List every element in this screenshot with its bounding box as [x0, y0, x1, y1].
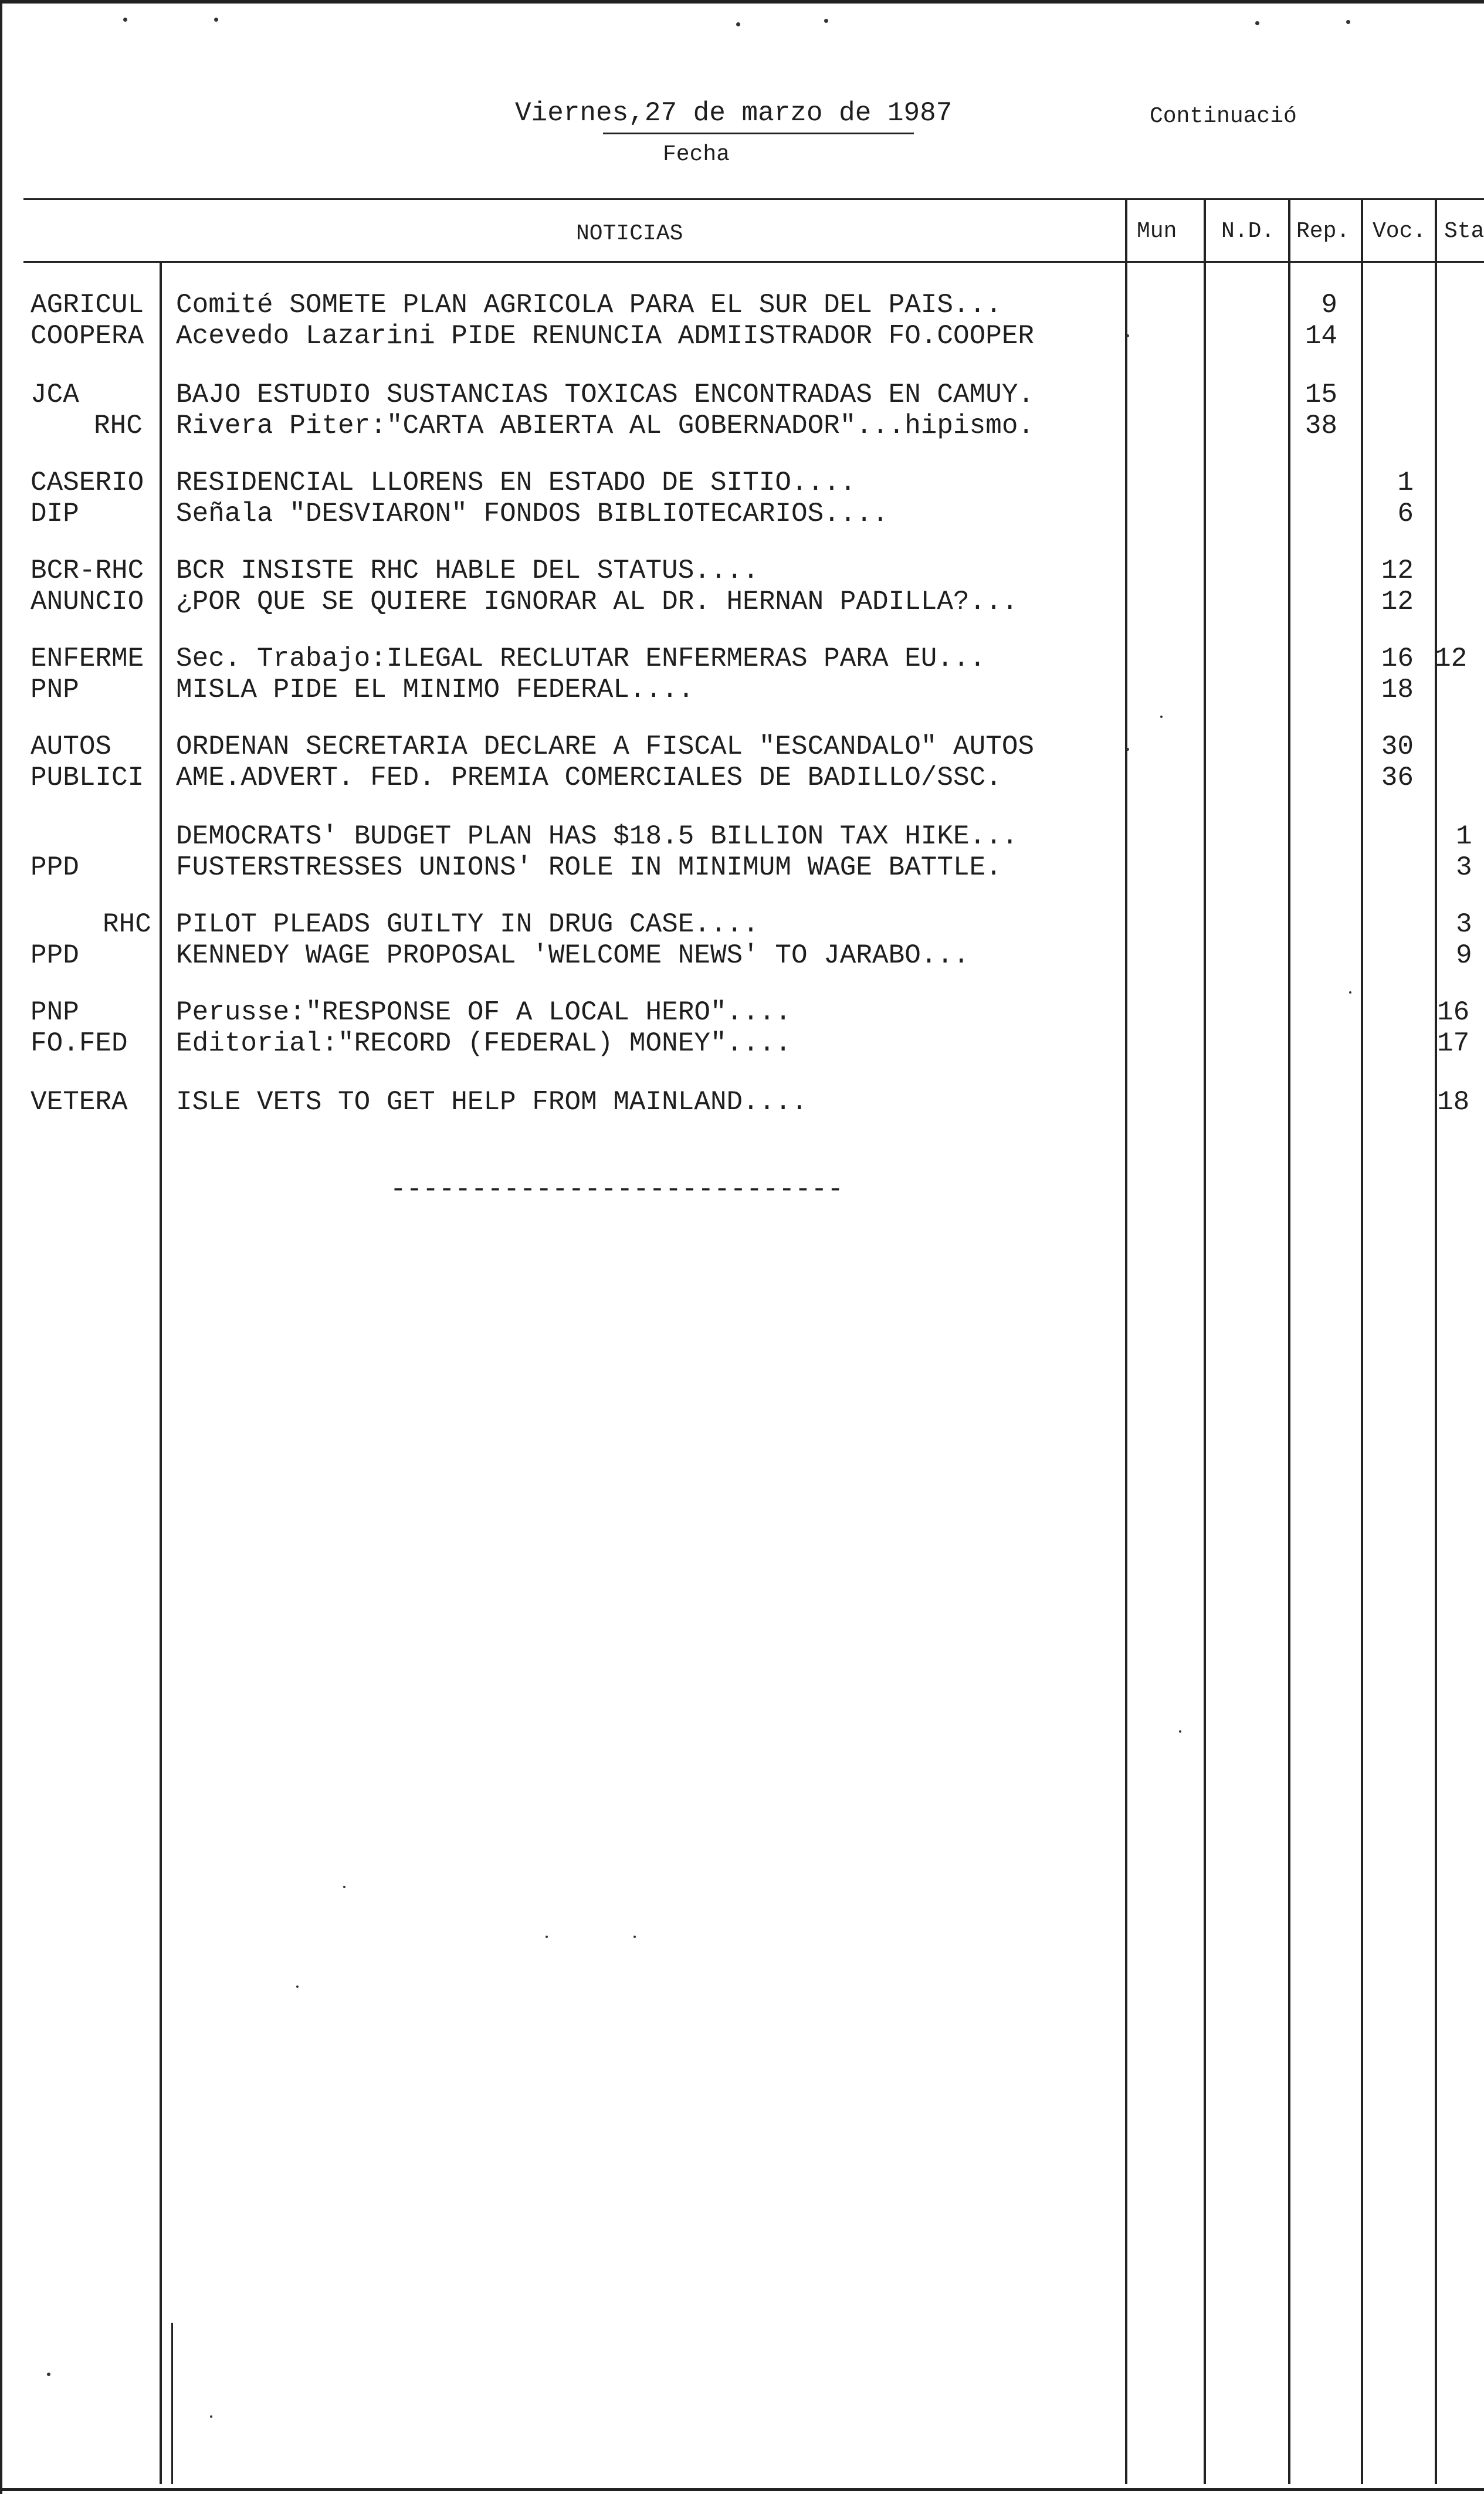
table-header-rule	[23, 261, 1484, 263]
row-rep: 14	[1305, 321, 1337, 351]
row-category: AGRICUL	[31, 290, 144, 320]
row-category: AUTOS	[31, 731, 112, 762]
column-header-voc: Voc.	[1373, 219, 1427, 244]
row-sta: 9	[1456, 940, 1472, 971]
row-category: PPD	[31, 852, 79, 883]
row-headline: Sec. Trabajo:ILEGAL RECLUTAR ENFERMERAS PARA EU...	[176, 643, 986, 674]
row-category: PUBLICI	[31, 763, 144, 793]
scan-speck	[1346, 20, 1350, 24]
row-headline: Acevedo Lazarini PIDE RENUNCIA ADMIISTRADOR FO.COOPER	[176, 321, 1035, 351]
row-voc: 30	[1381, 731, 1414, 762]
row-headline: BCR INSISTE RHC HABLE DEL STATUS....	[176, 555, 759, 586]
row-category: JCA	[31, 379, 79, 410]
row-voc: 1	[1397, 467, 1414, 498]
scan-speck	[1160, 716, 1163, 718]
row-category: RHC	[94, 411, 143, 441]
row-headline: ORDENAN SECRETARIA DECLARE A FISCAL "ESCANDALO" AUTOS	[176, 731, 1035, 762]
scan-speck	[296, 1985, 299, 1988]
row-headline: Perusse:"RESPONSE OF A LOCAL HERO"....	[176, 997, 791, 1028]
row-voc: 12	[1381, 587, 1414, 617]
row-voc: 36	[1381, 763, 1414, 793]
scan-speck	[123, 18, 127, 22]
row-headline: AME.ADVERT. FED. PREMIA COMERCIALES DE BADILLO/SSC.	[176, 763, 1002, 793]
row-headline: MISLA PIDE EL MINIMO FEDERAL....	[176, 675, 694, 705]
row-headline: ISLE VETS TO GET HELP FROM MAINLAND....	[176, 1087, 808, 1117]
row-headline: Editorial:"RECORD (FEDERAL) MONEY"....	[176, 1028, 791, 1059]
table-top-rule	[23, 198, 1484, 200]
row-voc: 16	[1381, 643, 1414, 674]
row-sta: 17	[1437, 1028, 1470, 1059]
date-text: Viernes,27 de marzo de 1987	[515, 98, 953, 128]
row-headline: KENNEDY WAGE PROPOSAL 'WELCOME NEWS' TO JARABO...	[176, 940, 970, 971]
row-category: VETERA	[31, 1087, 128, 1117]
scan-speck	[1349, 991, 1351, 994]
scan-speck	[546, 1936, 548, 1938]
row-headline: BAJO ESTUDIO SUSTANCIAS TOXICAS ENCONTRADAS EN CAMUY.	[176, 379, 1035, 410]
row-headline: Rivera Piter:"CARTA ABIERTA AL GOBERNADOR"...hipismo.	[176, 411, 1035, 441]
scan-speck	[214, 18, 218, 22]
row-rep: 15	[1305, 379, 1337, 410]
col-line-category	[160, 261, 162, 2484]
row-sta: 3	[1456, 909, 1472, 940]
row-rep: 38	[1305, 411, 1337, 441]
row-headline: PILOT PLEADS GUILTY IN DRUG CASE....	[176, 909, 759, 940]
col-line-category-inner	[171, 2323, 173, 2484]
row-headline: FUSTERSTRESSES UNIONS' ROLE IN MINIMUM WAGE BATTLE.	[176, 852, 1002, 883]
scan-speck	[1255, 21, 1259, 25]
row-headline: DEMOCRATS' BUDGET PLAN HAS $18.5 BILLION TAX HIKE...	[176, 821, 1018, 852]
scan-speck	[736, 22, 740, 26]
page-left-border	[0, 0, 2, 2494]
row-voc: 12	[1381, 555, 1414, 586]
scan-speck	[343, 1886, 345, 1888]
row-headline: Señala "DESVIARON" FONDOS BIBLIOTECARIOS....	[176, 499, 889, 529]
row-category: ENFERME	[31, 643, 144, 674]
row-category: ANUNCIO	[31, 587, 144, 617]
date-label: Fecha	[663, 142, 730, 167]
column-header-sta: Sta	[1444, 219, 1484, 244]
col-line-nd	[1204, 199, 1206, 2484]
continuation-text: Continuació	[1150, 104, 1297, 129]
column-header-nd: N.D.	[1221, 219, 1275, 244]
row-category: PPD	[31, 940, 79, 971]
column-header-news: NOTICIAS	[576, 221, 683, 246]
col-line-mun	[1125, 199, 1127, 2484]
row-sta: 18	[1437, 1087, 1470, 1117]
row-headline: RESIDENCIAL LLORENS EN ESTADO DE SITIO....	[176, 467, 856, 498]
row-category: BCR-RHC	[31, 555, 144, 586]
col-line-sta	[1435, 199, 1437, 2484]
row-headline: ¿POR QUE SE QUIERE IGNORAR AL DR. HERNAN PADILLA?...	[176, 587, 1018, 617]
row-category: FO.FED	[31, 1028, 128, 1059]
row-headline: Comité SOMETE PLAN AGRICOLA PARA EL SUR DEL PAIS...	[176, 290, 1002, 320]
scan-speck	[1126, 748, 1129, 751]
row-category: DIP	[31, 499, 79, 529]
row-rep: 9	[1321, 290, 1337, 320]
scan-speck	[1179, 1730, 1181, 1733]
row-sta: 16	[1437, 997, 1470, 1028]
col-line-voc	[1361, 199, 1363, 2484]
scan-speck	[1126, 334, 1129, 337]
scan-speck	[210, 2415, 212, 2418]
date-underline	[603, 133, 914, 134]
row-category: PNP	[31, 675, 79, 705]
row-category: RHC	[103, 909, 151, 940]
row-voc: 6	[1397, 499, 1414, 529]
end-rule: ----------------------------	[390, 1174, 843, 1205]
row-category: PNP	[31, 997, 79, 1028]
row-category: COOPERA	[31, 321, 144, 351]
row-category: CASERIO	[31, 467, 144, 498]
row-sta: 12	[1435, 643, 1468, 674]
bottom-border	[0, 2488, 1484, 2491]
scan-speck	[633, 1936, 636, 1938]
row-sta: 1	[1456, 821, 1472, 852]
column-header-mun: Mun	[1137, 219, 1177, 244]
row-sta: 3	[1456, 852, 1472, 883]
col-line-rep	[1288, 199, 1290, 2484]
scan-speck	[824, 19, 828, 23]
column-header-rep: Rep.	[1296, 219, 1350, 244]
top-border	[0, 0, 1484, 4]
scan-speck	[47, 2373, 50, 2376]
row-voc: 18	[1381, 675, 1414, 705]
